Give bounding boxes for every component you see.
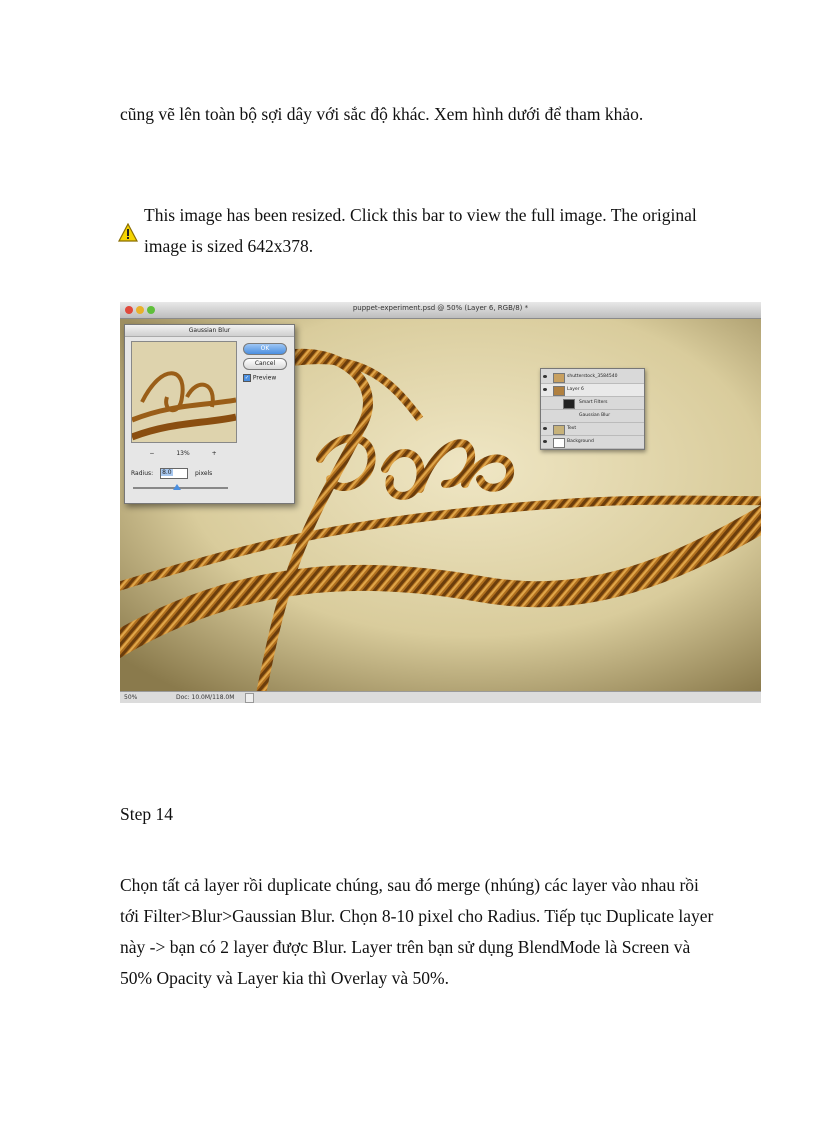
- layer-row[interactable]: [541, 436, 644, 449]
- layer-row[interactable]: [541, 384, 644, 397]
- warning-icon: [118, 223, 138, 243]
- step-body-paragraph: Chọn tất cả layer rồi duplicate chúng, sau đó merge (nhúng) các layer vào nhau rồi tới Filter>Blur>Gaussian Blur. Chọn 8-10 pixel cho Radius. Tiếp tục Duplicate layer này -> bạn có 2 layer được Blur. Layer trên bạn sử dụng BlendMode là Screen và 50% Opacity và Layer kia thì Overlay và 50%.: [120, 875, 714, 988]
- intro-paragraph: cũng vẽ lên toàn bộ sợi dây với sắc độ khác. Xem hình dưới để tham khảo.: [120, 104, 644, 124]
- layer-row[interactable]: [541, 371, 644, 384]
- status-menu-button[interactable]: [245, 693, 254, 703]
- layer-row[interactable]: [541, 397, 644, 410]
- preview-zoom-controls: [131, 450, 235, 457]
- radius-slider[interactable]: [133, 487, 228, 489]
- zoom-level: 13%: [176, 450, 190, 457]
- gaussian-blur-dialog: [124, 324, 295, 504]
- slider-thumb[interactable]: [173, 484, 181, 490]
- radius-row: [131, 468, 212, 479]
- zoom-out-button[interactable]: −: [149, 450, 155, 457]
- layer-thumbnail: [553, 386, 565, 396]
- checkmark-icon: ✓: [244, 375, 250, 381]
- eye-icon[interactable]: [543, 388, 547, 391]
- status-bar: [120, 691, 761, 703]
- preview-checkbox[interactable]: [243, 374, 276, 382]
- layer-name: Layer 6: [567, 387, 584, 392]
- photoshop-screenshot: [120, 302, 761, 703]
- layer-name: Gaussian Blur: [579, 413, 611, 418]
- zoom-in-button[interactable]: +: [211, 450, 217, 457]
- radius-unit: pixels: [194, 470, 213, 477]
- radius-value: 8.0: [162, 469, 172, 476]
- eye-icon[interactable]: [543, 375, 547, 378]
- radius-input[interactable]: [160, 468, 188, 479]
- layer-name: Background: [567, 439, 594, 444]
- resize-notice-text: This image has been resized. Click this bar to view the full image. The original image is sized 642x378.: [144, 205, 697, 256]
- eye-icon[interactable]: [543, 427, 547, 430]
- layer-name: Text: [567, 426, 577, 431]
- folder-icon: [553, 425, 565, 435]
- layer-row[interactable]: [541, 423, 644, 436]
- preview-label: Preview: [252, 374, 277, 382]
- status-doc-size: Doc: 10.0M/118.0M: [176, 694, 235, 701]
- radius-label: Radius:: [131, 470, 154, 477]
- layer-row[interactable]: [541, 410, 644, 423]
- layer-thumbnail: [553, 373, 565, 383]
- layer-name: Smart Filters: [579, 400, 608, 405]
- blur-preview[interactable]: [131, 341, 237, 443]
- dialog-title: Gaussian Blur: [125, 325, 294, 337]
- step-title: Step 14: [120, 804, 173, 824]
- eye-icon[interactable]: [543, 440, 547, 443]
- cancel-button[interactable]: Cancel: [243, 358, 287, 370]
- window-titlebar: [120, 302, 761, 319]
- resize-notice-bar[interactable]: [118, 200, 738, 262]
- status-zoom: 50%: [124, 694, 138, 701]
- ok-button[interactable]: OK: [243, 343, 287, 355]
- layer-name: shutterstock_3584540: [567, 374, 618, 379]
- layers-panel: [540, 368, 645, 450]
- layer-thumbnail: [563, 399, 575, 409]
- layer-thumbnail: [553, 438, 565, 448]
- window-title: puppet-experiment.psd @ 50% (Layer 6, RGB/8) *: [352, 304, 529, 312]
